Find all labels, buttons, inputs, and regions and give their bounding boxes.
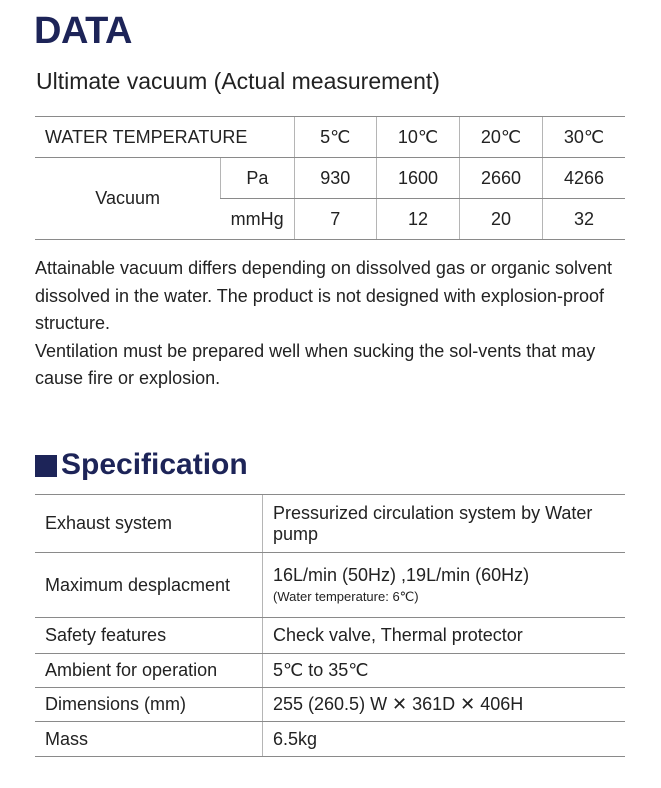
- value-cell: 2660: [460, 158, 543, 199]
- section-subtitle: Ultimate vacuum (Actual measurement): [36, 68, 440, 94]
- table-row: [35, 688, 625, 722]
- specification-heading-text: Specification: [61, 448, 248, 481]
- spec-value: 6.5kg: [263, 722, 626, 757]
- page-title: DATA: [34, 10, 132, 52]
- value-cell: 1600: [377, 158, 460, 199]
- value-cell: 4266: [542, 158, 625, 199]
- spec-key: Safety features: [35, 618, 263, 654]
- spec-key: Exhaust system: [35, 495, 263, 553]
- unit-cell: mmHg: [221, 199, 294, 240]
- value-cell: 930: [294, 158, 377, 199]
- vacuum-label: Vacuum: [35, 158, 221, 240]
- table-row: [35, 495, 625, 553]
- table-row: [35, 654, 625, 688]
- table-header-row: [35, 117, 625, 158]
- square-bullet-icon: [35, 455, 57, 477]
- temperature-cell: 5℃: [294, 117, 377, 158]
- spec-value: Pressurized circulation system by Water pump: [263, 495, 626, 553]
- note-paragraph: Attainable vacuum differs depending on dissolved gas or organic solvent dissolved in the water. The product is not designed with explosion-proof structure.: [35, 258, 613, 333]
- spec-value: 16L/min (50Hz) ,19L/min (60Hz): [273, 564, 530, 585]
- table-row: [35, 618, 625, 654]
- water-temperature-header: WATER TEMPERATURE: [35, 117, 294, 158]
- vacuum-table: [35, 116, 625, 240]
- spec-value: 5℃ to 35℃: [263, 654, 626, 688]
- temperature-cell: 20℃: [460, 117, 543, 158]
- temperature-cell: 10℃: [377, 117, 460, 158]
- spec-key: Dimensions (mm): [35, 688, 263, 722]
- spec-key: Ambient for operation: [35, 654, 263, 688]
- unit-cell: Pa: [221, 158, 294, 199]
- spec-value: 255 (260.5) W ✕ 361D ✕ 406H: [263, 688, 626, 722]
- value-cell: 7: [294, 199, 377, 240]
- spec-value-cell: [263, 553, 626, 618]
- spec-value: Check valve, Thermal protector: [263, 618, 626, 654]
- note-paragraph: Ventilation must be prepared well when sucking the sol-vents that may cause fire or explosion.: [35, 340, 596, 388]
- specification-table: [35, 494, 625, 757]
- spec-key: Maximum desplacment: [35, 553, 263, 618]
- table-row: [35, 158, 625, 199]
- spec-key: Mass: [35, 722, 263, 757]
- notes-block: [35, 255, 635, 393]
- specification-heading: [35, 448, 248, 482]
- temperature-cell: 30℃: [542, 117, 625, 158]
- table-row: [35, 722, 625, 757]
- table-row: [35, 553, 625, 618]
- value-cell: 32: [542, 199, 625, 240]
- spec-value-note: (Water temperature: 6℃): [273, 588, 419, 604]
- value-cell: 12: [377, 199, 460, 240]
- value-cell: 20: [460, 199, 543, 240]
